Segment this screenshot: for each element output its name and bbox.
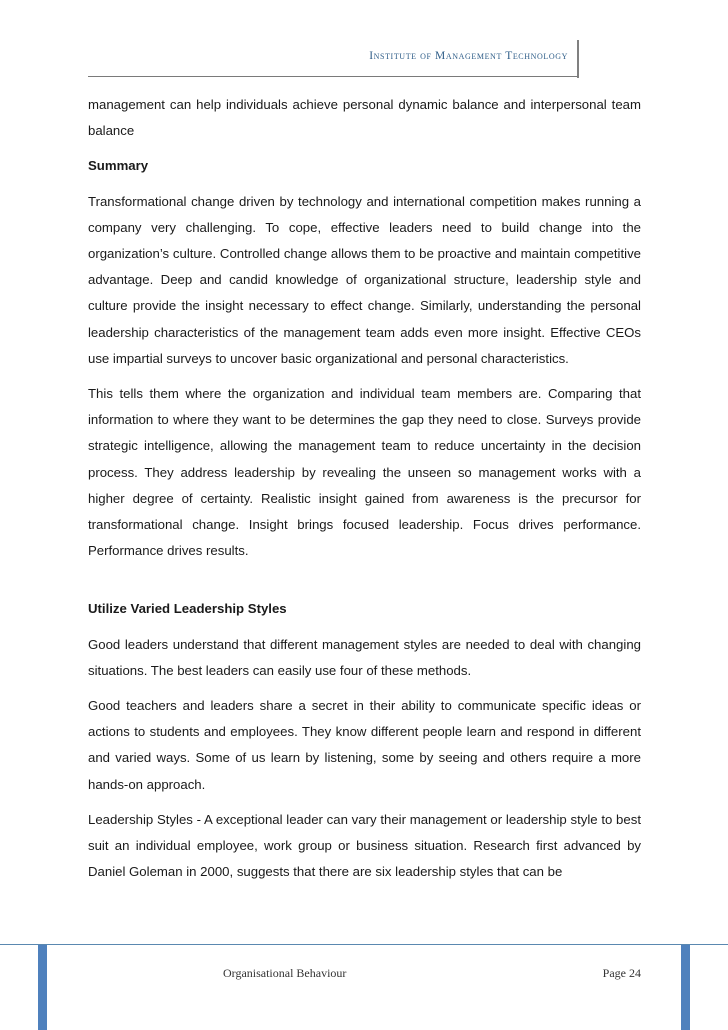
footer-page-number: Page 24 [602, 966, 641, 980]
summary-paragraph-1: Transformational change driven by technology and international competition makes running a company very challenging. To cope, effective leaders need to build change into the organization’s culture. Controlled change allows them to be proactive and maintain competitive advantage. Deep and candid knowledge of organizational structure, leadership style and culture provide the insight necessary to effect change. Similarly, understanding the personal leadership characteristics of the management team adds even more insight. Effective CEOs use impartial surveys to uncover basic organizational and personal characteristics. [88, 193, 641, 366]
leadership-styles-paragraph-3: Leadership Styles - A exceptional leader can vary their management or leadership style to best suit an individual employee, work group or business situation. Research first advanced by Daniel Goleman in 2000, suggests that there are six leadership styles that can be [88, 811, 641, 880]
header-vertical-bar [577, 40, 579, 78]
leadership-styles-heading: Utilize Varied Leadership Styles [88, 601, 287, 617]
summary-paragraph-2: This tells them where the organization and individual team members are. Comparing that information to where they want to be determines the gap they need to close. Surveys provide strategic intelligence, allowing the management team to reduce uncertainty in the decision process. They address leadership by revealing the unseen so management works with a higher degree of certainty. Realistic insight gained from awareness is the precursor for transformational change. Insight brings focused leadership. Focus drives performance. Performance drives results. [88, 386, 641, 559]
footer-rule [0, 944, 728, 945]
header-rule [88, 76, 578, 77]
intro-continuation-paragraph: management can help individuals achieve personal dynamic balance and interpersonal team balance [88, 97, 641, 139]
header-title: Institute of Management Technology [369, 50, 568, 62]
leadership-styles-paragraph-2: Good teachers and leaders share a secret in their ability to communicate specific ideas or actions to students and employees. They know different people learn and respond in different and varied ways. Some of us learn by listening, some by seeing and others require a more hands-on approach. [88, 698, 641, 792]
leadership-styles-paragraph-1: Good leaders understand that different management styles are needed to deal with changing situations. The best leaders can easily use four of these methods. [88, 636, 641, 678]
footer-document-title: Organisational Behaviour [223, 966, 347, 980]
page-body [88, 92, 641, 894]
footer-left-accent-bar [38, 945, 47, 1030]
footer-right-accent-bar [681, 945, 690, 1030]
summary-heading: Summary [88, 158, 149, 174]
section-spacer [88, 573, 641, 596]
